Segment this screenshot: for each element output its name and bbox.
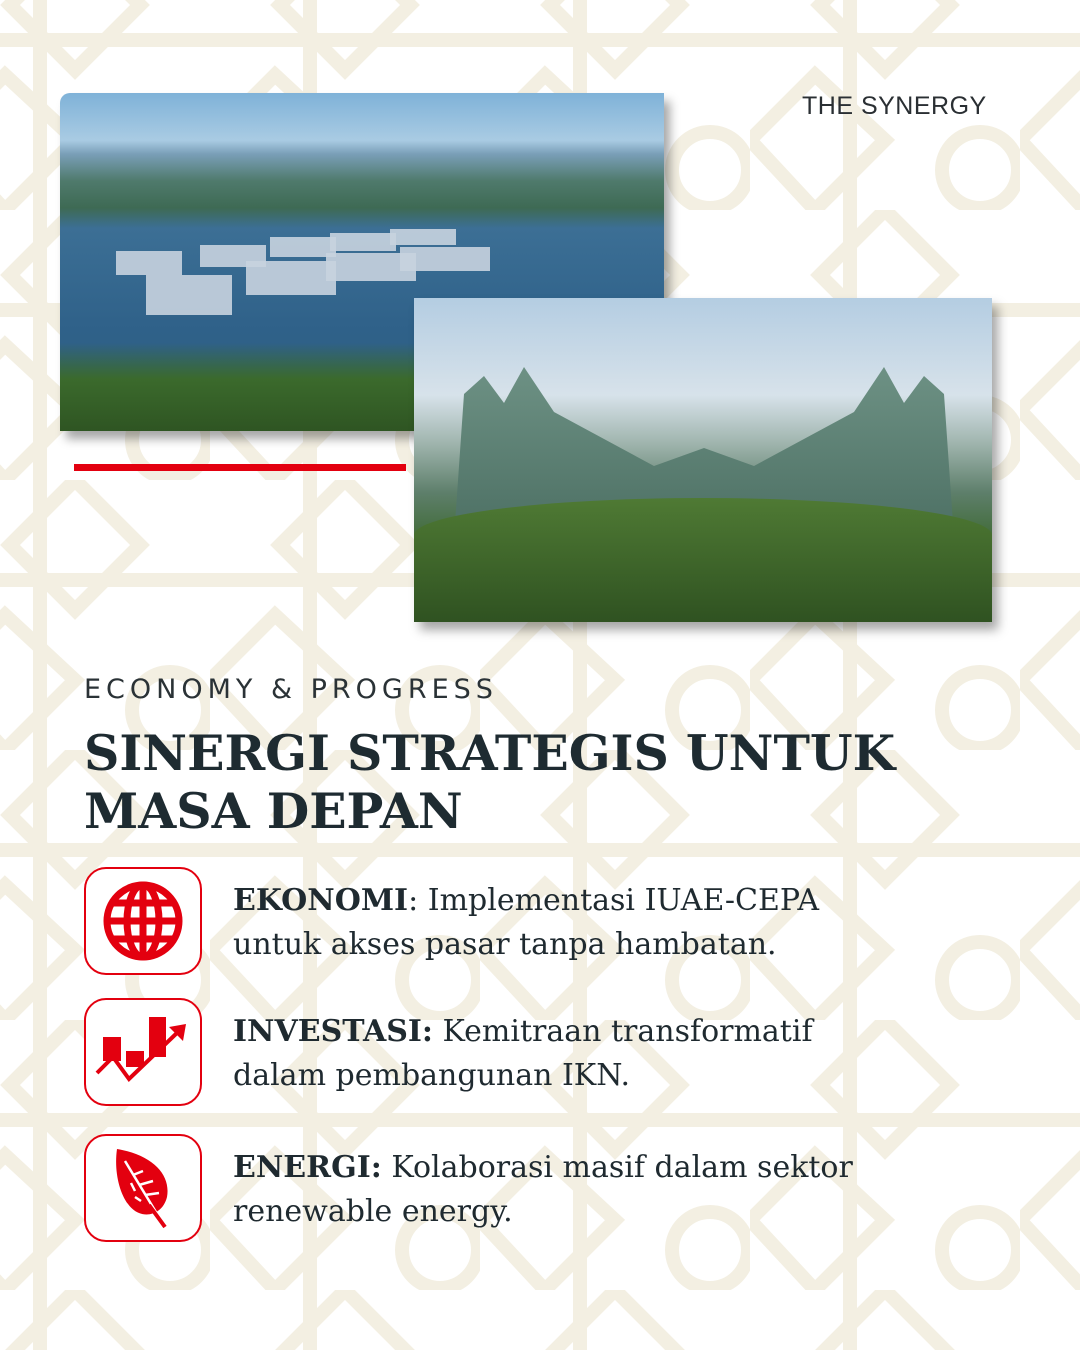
item-label: INVESTASI: xyxy=(233,1014,433,1049)
item-label: ENERGI: xyxy=(233,1150,382,1185)
leaf-icon xyxy=(84,1134,202,1242)
growth-chart-icon xyxy=(84,998,202,1106)
item-text: Implementasi IUAE-CEPA untuk akses pasar tanpa hambatan. xyxy=(233,883,819,962)
item-separator: : xyxy=(408,883,419,918)
item-label: EKONOMI xyxy=(233,883,409,918)
item-text: Kemitraan transformatif dalam pembangunan IKN. xyxy=(233,1014,813,1093)
title-line: SINERGI STRATEGIS UNTUK xyxy=(84,724,896,782)
list-item-ekonomi xyxy=(84,867,984,977)
page-title xyxy=(84,724,895,840)
list-item-energi xyxy=(84,1134,984,1244)
item-text: Kolaborasi masif dalam sektor renewable energy. xyxy=(233,1150,853,1229)
brand-label: THE SYNERGY xyxy=(802,92,987,120)
title-line: MASA DEPAN xyxy=(84,782,463,840)
globe-icon xyxy=(84,867,202,975)
ikn-palace-photo xyxy=(414,298,992,622)
section-kicker: ECONOMY & PROGRESS xyxy=(84,674,498,705)
list-item-investasi xyxy=(84,998,984,1108)
accent-line xyxy=(74,464,406,471)
